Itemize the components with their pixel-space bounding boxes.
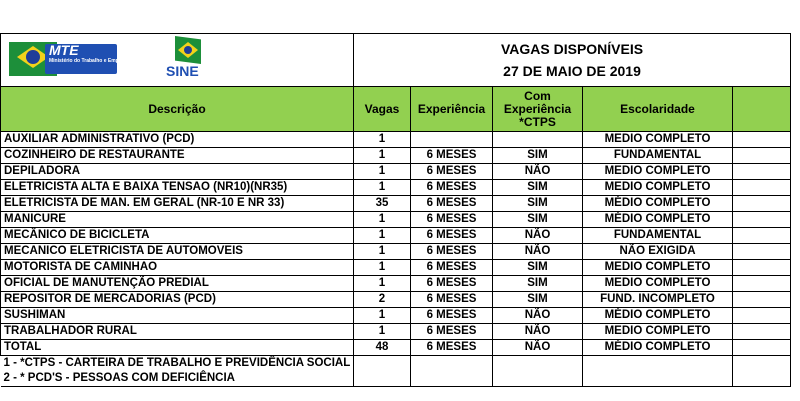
cell-vagas: 1 [354,244,411,260]
table-row [1,164,791,180]
cell-vagas: 1 [354,260,411,276]
cell-descricao: COZINHEIRO DE RESTAURANTE [1,148,354,164]
table-row [1,228,791,244]
table-row [1,132,791,148]
table-row [1,340,791,356]
cell-descricao: MECANICO ELETRICISTA DE AUTOMOVEIS [1,244,354,260]
cell-empty [733,244,791,260]
cell-escolaridade: MEDIO COMPLETO [583,180,733,196]
job-vacancies-sheet [0,33,790,387]
logo-cell [1,34,354,87]
cell-experiencia: 6 MESES [411,196,493,212]
cell-descricao: ELETRICISTA DE MAN. EM GERAL (NR-10 E NR 33) [1,196,354,212]
note-row-2 [1,371,791,387]
cell-com-experiencia: SIM [493,276,583,292]
cell-descricao: MOTORISTA DE CAMINHAO [1,260,354,276]
note-ctps: 1 - *CTPS - CARTEIRA DE TRABALHO E PREVIDÊNCIA SOCIAL [1,356,354,372]
cell-com-experiencia: NÃO [493,324,583,340]
cell-empty [733,132,791,148]
cell-experiencia: 6 MESES [411,308,493,324]
note-pcd: 2 - * PCD'S - PESSOAS COM DEFICIÊNCIA [1,371,354,387]
cell-empty [733,276,791,292]
table-row [1,260,791,276]
cell-com-experiencia: SIM [493,260,583,276]
cell-com-experiencia: NÃO [493,244,583,260]
table-row [1,180,791,196]
cell-experiencia: 6 MESES [411,260,493,276]
vacancies-table [0,33,791,387]
table-row [1,276,791,292]
cell-escolaridade: MEDIO COMPLETO [583,276,733,292]
cell-com-experiencia: SIM [493,196,583,212]
cell-experiencia: 6 MESES [411,244,493,260]
page-title: VAGAS DISPONÍVEIS [500,41,644,57]
cell-descricao: AUXILIAR ADMINISTRATIVO (PCD) [1,132,354,148]
cell-experiencia [411,132,493,148]
cell-empty [733,292,791,308]
cell-escolaridade: NÃO EXIGIDA [583,244,733,260]
col-header-descricao: Descrição [1,87,354,132]
cell-empty [733,324,791,340]
cell-vagas: 1 [354,324,411,340]
cell-empty [733,148,791,164]
table-row [1,148,791,164]
cell-experiencia: 6 MESES [411,324,493,340]
cell-empty [733,308,791,324]
table-row [1,292,791,308]
cell-empty [733,260,791,276]
cell-com-experiencia: SIM [493,148,583,164]
cell-descricao: TRABALHADOR RURAL [1,324,354,340]
cell-com-experiencia: SIM [493,212,583,228]
cell-escolaridade: FUND. INCOMPLETO [583,292,733,308]
cell-com-experiencia: NÃO [493,340,583,356]
column-header-row [1,87,791,132]
col-header-experiencia: Experiência [411,87,493,132]
cell-empty [733,340,791,356]
cell-descricao: MECÂNICO DE BICICLETA [1,228,354,244]
cell-escolaridade: MEDIO COMPLETO [583,132,733,148]
cell-com-experiencia: SIM [493,180,583,196]
page-date: 27 DE MAIO DE 2019 [503,63,641,79]
cell-com-experiencia: NÃO [493,164,583,180]
cell-vagas: 1 [354,308,411,324]
cell-vagas: 35 [354,196,411,212]
cell-experiencia: 6 MESES [411,228,493,244]
cell-descricao: REPOSITOR DE MERCADORIAS (PCD) [1,292,354,308]
cell-escolaridade: MÉDIO COMPLETO [583,212,733,228]
cell-com-experiencia: NÃO [493,308,583,324]
sine-logo: SINE [161,36,211,84]
cell-experiencia: 6 MESES [411,340,493,356]
cell-vagas: 1 [354,180,411,196]
cell-experiencia: 6 MESES [411,148,493,164]
cell-vagas: 1 [354,228,411,244]
cell-empty [733,180,791,196]
cell-vagas: 2 [354,292,411,308]
cell-descricao: DEPILADORA [1,164,354,180]
note-row-1 [1,356,791,372]
cell-com-experiencia: SIM [493,292,583,308]
col-header-vagas: Vagas [354,87,411,132]
mte-logo: MTE Ministério do Trabalho e Emprego [9,40,117,78]
cell-com-experiencia: NÃO [493,228,583,244]
table-row [1,212,791,228]
cell-escolaridade: MEDIO COMPLETO [583,260,733,276]
table-row [1,244,791,260]
cell-escolaridade: MÉDIO COMPLETO [583,340,733,356]
cell-vagas: 1 [354,164,411,180]
cell-vagas: 48 [354,340,411,356]
cell-experiencia: 6 MESES [411,164,493,180]
header-banner-row [1,34,791,87]
cell-experiencia: 6 MESES [411,212,493,228]
table-row [1,308,791,324]
cell-escolaridade: MÉDIO COMPLETO [583,308,733,324]
cell-descricao: TOTAL [1,340,354,356]
cell-experiencia: 6 MESES [411,276,493,292]
col-header-com-experiencia: Com Experiência *CTPS [493,87,583,132]
table-row [1,196,791,212]
table-row [1,324,791,340]
col-header-empty [733,87,791,132]
cell-vagas: 1 [354,148,411,164]
table-body [1,132,791,356]
cell-descricao: ELETRICISTA ALTA E BAIXA TENSAO (NR10)(NR35) [1,180,354,196]
cell-empty [733,164,791,180]
cell-escolaridade: MEDIO COMPLETO [583,324,733,340]
cell-empty [733,196,791,212]
cell-experiencia: 6 MESES [411,292,493,308]
cell-escolaridade: MÉDIO COMPLETO [583,196,733,212]
cell-escolaridade: FUNDAMENTAL [583,148,733,164]
cell-escolaridade: FUNDAMENTAL [583,228,733,244]
title-cell [354,34,791,87]
cell-escolaridade: MEDIO COMPLETO [583,164,733,180]
col-header-escolaridade: Escolaridade [583,87,733,132]
cell-vagas: 1 [354,212,411,228]
cell-com-experiencia [493,132,583,148]
cell-empty [733,228,791,244]
cell-descricao: SUSHIMAN [1,308,354,324]
cell-experiencia: 6 MESES [411,180,493,196]
cell-descricao: OFICIAL DE MANUTENÇÃO PREDIAL [1,276,354,292]
cell-vagas: 1 [354,276,411,292]
cell-vagas: 1 [354,132,411,148]
cell-descricao: MANICURE [1,212,354,228]
cell-empty [733,212,791,228]
